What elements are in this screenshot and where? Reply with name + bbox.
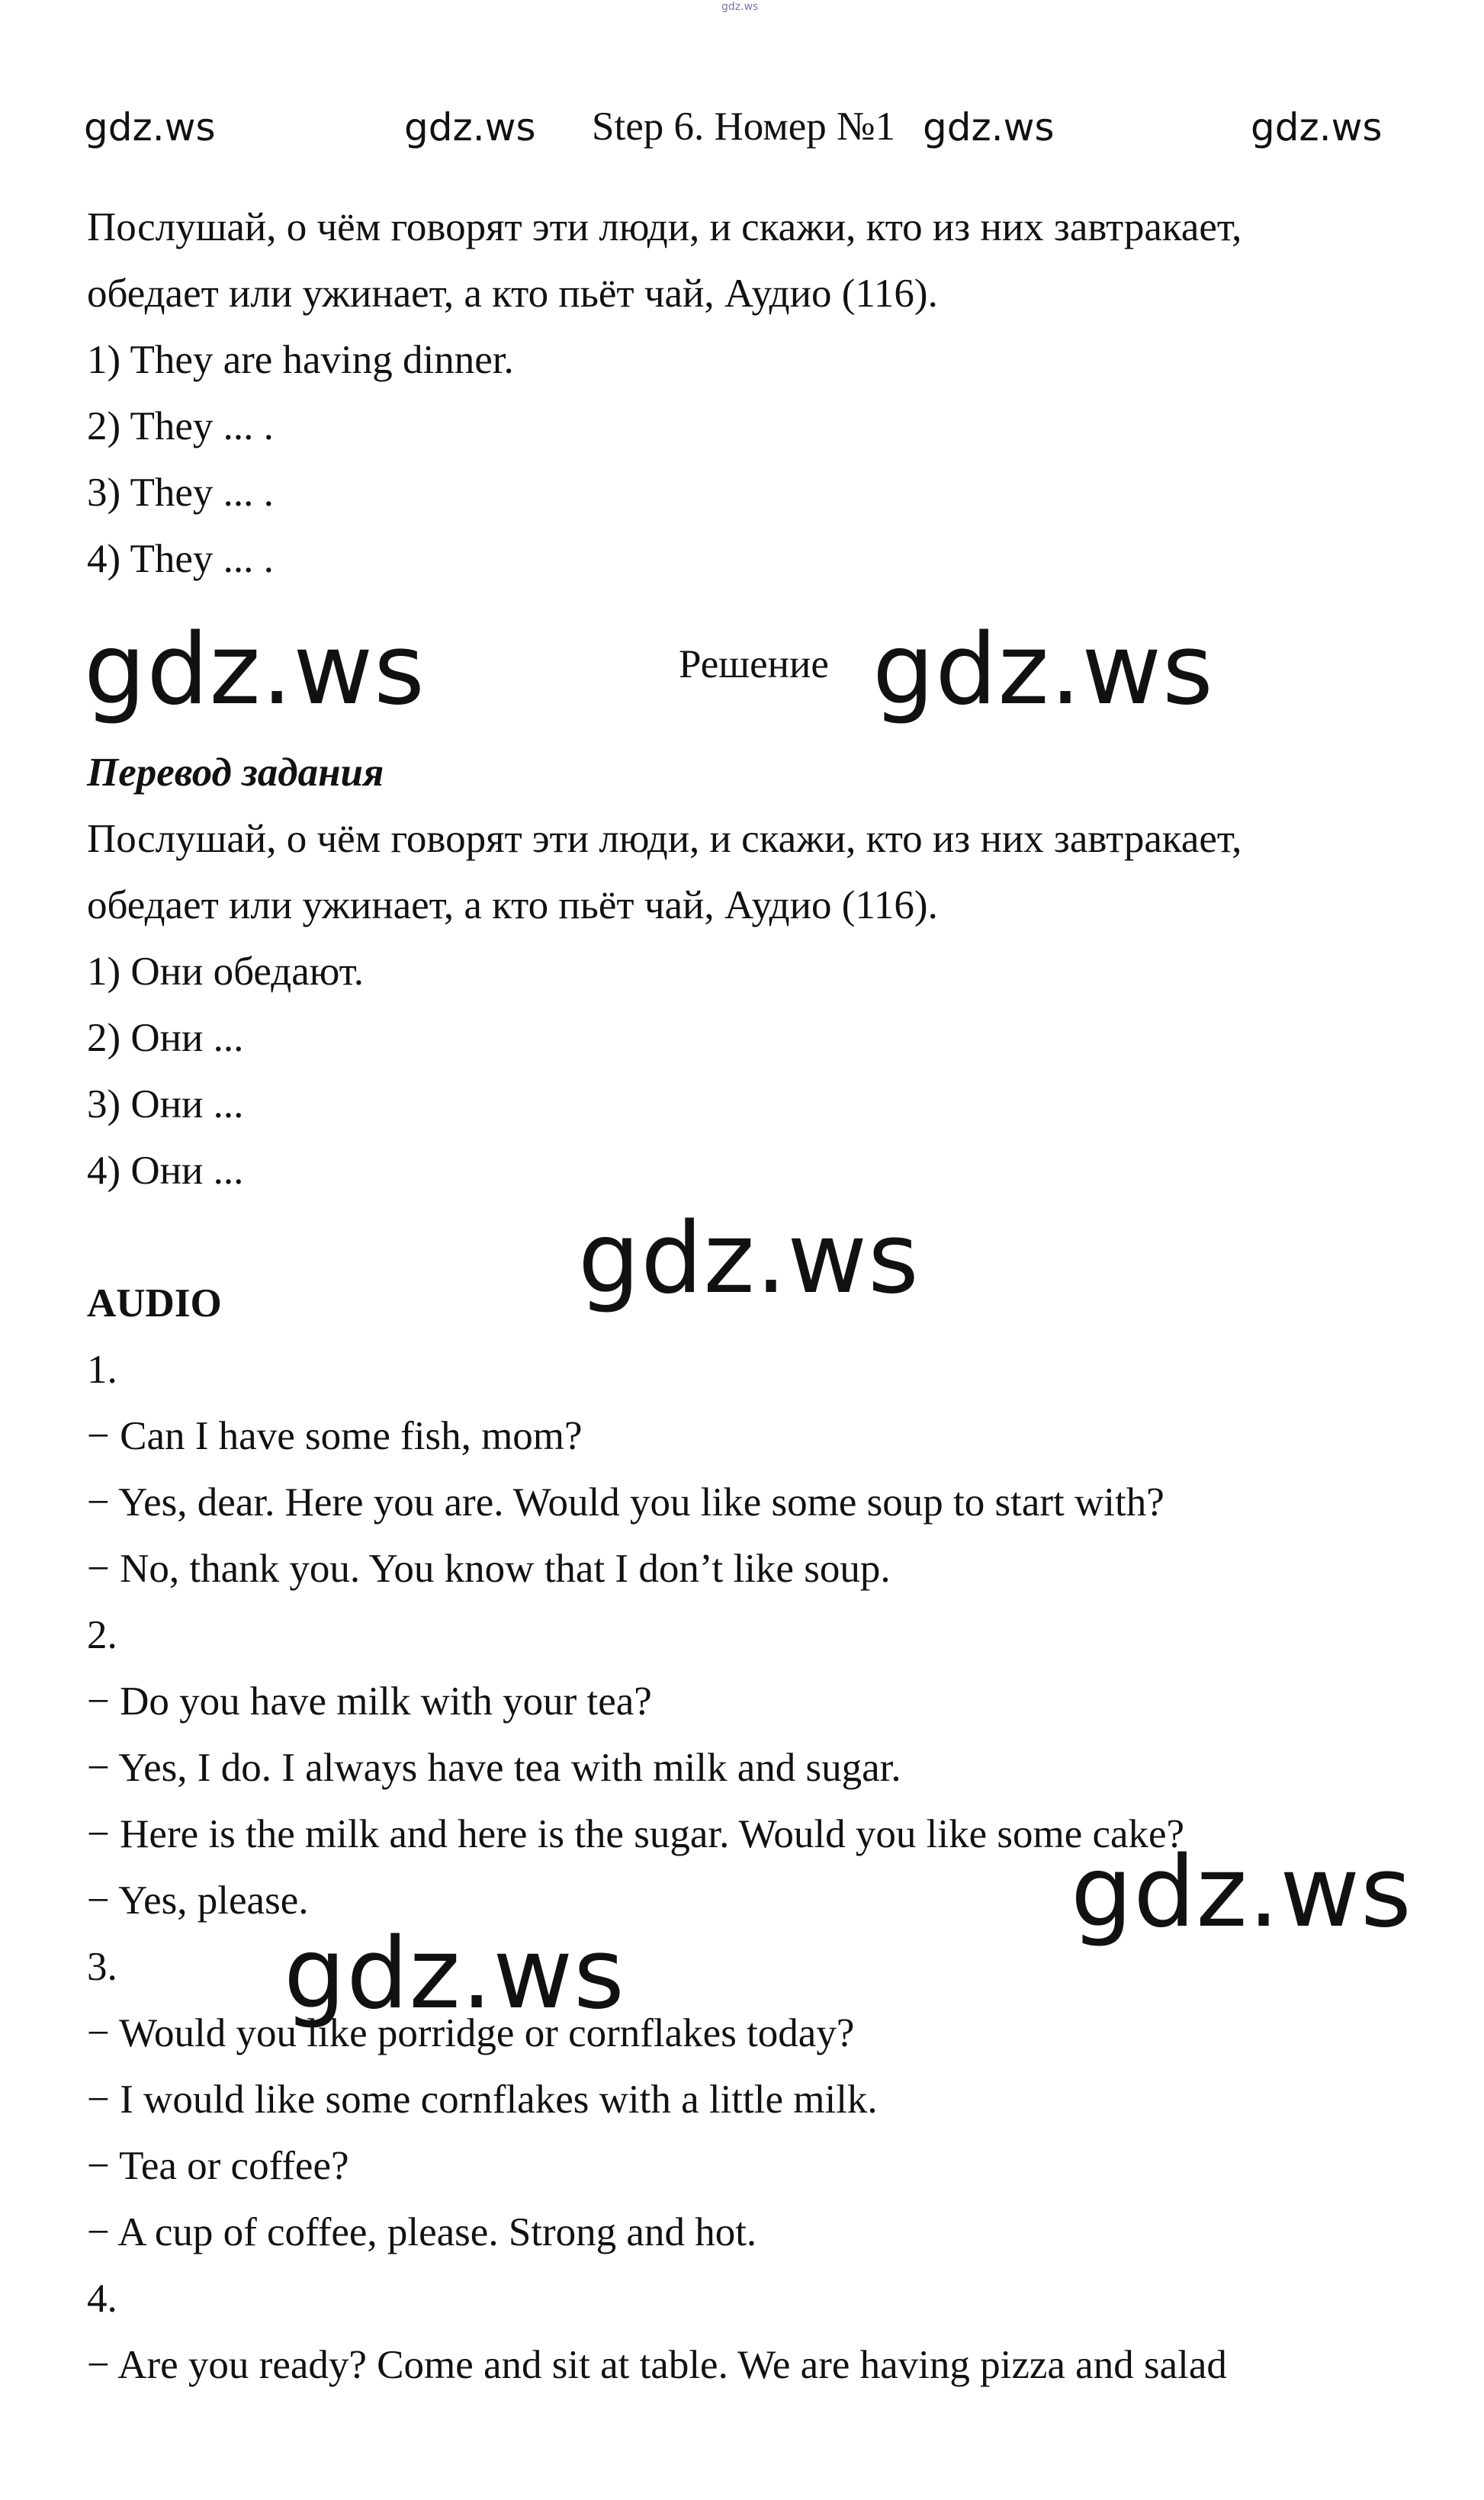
translation-text-line-2: обедает или ужинает, а кто пьёт чай, Аудио (116).: [87, 883, 938, 927]
audio-line: − Can I have some fish, mom?: [87, 1414, 583, 1458]
translation-item: 1) Они обедают.: [87, 950, 365, 994]
audio-line: − Here is the milk and here is the sugar. Would you like some cake?: [87, 1812, 1185, 1856]
audio-line: − Would you like porridge or cornflakes today?: [87, 2011, 855, 2055]
audio-line: − A cup of coffee, please. Strong and hot.: [87, 2210, 757, 2254]
watermark-big-4: gdz.ws: [1071, 1836, 1412, 1949]
task-text-line-2: обедает или ужинает, а кто пьёт чай, Аудио (116).: [87, 272, 938, 316]
audio-line: − No, thank you. You know that I don’t like soup.: [87, 1547, 891, 1591]
page-title: Step 6. Номер №1: [592, 104, 896, 149]
header-watermark-4: gdz.ws: [1251, 105, 1383, 149]
solution-label: Решение: [679, 642, 829, 686]
header-watermark-2: gdz.ws: [404, 105, 536, 149]
audio-line: 1.: [87, 1348, 117, 1392]
task-item: 1) They are having dinner.: [87, 338, 514, 382]
audio-line: − Yes, dear. Here you are. Would you like some soup to start with?: [87, 1480, 1164, 1525]
translation-heading: Перевод задания: [87, 750, 384, 795]
watermark-big-5: gdz.ws: [284, 1917, 625, 2031]
audio-line: − Yes, I do. I always have tea with milk and sugar.: [87, 1746, 901, 1790]
audio-line: − Do you have milk with your tea?: [87, 1679, 652, 1724]
audio-line: 4.: [87, 2277, 117, 2321]
header-watermark-1: gdz.ws: [84, 105, 216, 149]
translation-text-line-1: Послушай, о чём говорят эти люди, и скажи, кто из них завтракает,: [87, 817, 1242, 861]
task-item: 3) They ... .: [87, 471, 274, 515]
audio-line: 3.: [87, 1945, 117, 1989]
audio-line: − Tea or coffee?: [87, 2144, 349, 2188]
header-watermark-3: gdz.ws: [923, 105, 1055, 149]
audio-line: − I would like some cornflakes with a little milk.: [87, 2077, 878, 2122]
watermark-tiny: gdz.ws: [721, 1, 759, 13]
audio-heading: AUDIO: [87, 1281, 222, 1326]
translation-item: 4) Они ...: [87, 1149, 244, 1193]
audio-line: − Yes, please.: [87, 1878, 309, 1923]
audio-line: 2.: [87, 1613, 117, 1657]
audio-line: − Are you ready? Come and sit at table. We are having pizza and salad: [87, 2343, 1227, 2387]
watermark-big-2: gdz.ws: [872, 613, 1214, 727]
watermark-big-1: gdz.ws: [84, 613, 426, 727]
watermark-big-3: gdz.ws: [578, 1202, 920, 1316]
translation-item: 2) Они ...: [87, 1016, 244, 1060]
task-text-line-1: Послушай, о чём говорят эти люди, и скажи, кто из них завтракает,: [87, 205, 1242, 249]
translation-item: 3) Они ...: [87, 1082, 244, 1126]
task-item: 2) They ... .: [87, 404, 274, 448]
task-item: 4) They ... .: [87, 537, 274, 581]
